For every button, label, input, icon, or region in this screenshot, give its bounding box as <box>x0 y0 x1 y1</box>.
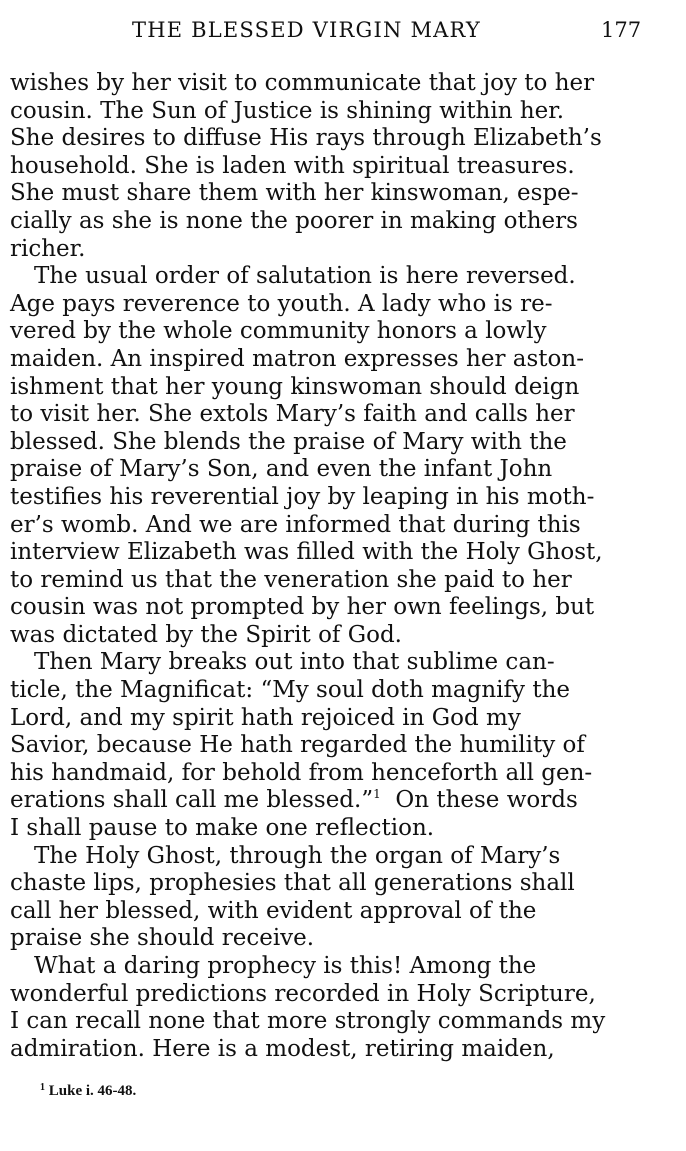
text-line <box>10 594 658 622</box>
text-line <box>10 236 658 264</box>
text-line-continuation: On these words <box>380 787 578 814</box>
text-line <box>10 456 658 484</box>
text-line-content: er’s womb. And we are informed that during this <box>10 511 581 538</box>
text-line-content: She must share them with her kinswoman, espe- <box>10 180 579 207</box>
text-line <box>10 760 658 788</box>
text-line <box>10 70 658 98</box>
text-line <box>10 263 658 291</box>
text-line <box>10 153 658 181</box>
text-line <box>10 732 658 760</box>
text-line <box>10 346 658 374</box>
text-line-content: vered by the whole community honors a lowly <box>10 318 547 345</box>
text-line <box>10 125 658 153</box>
footnote-reference: 1 <box>373 787 381 802</box>
text-line <box>10 180 658 208</box>
text-line <box>10 787 658 815</box>
text-line <box>10 539 658 567</box>
text-line-content: She desires to diffuse His rays through Elizabeth’s <box>10 125 602 152</box>
text-line-content: call her blessed, with evident approval of the <box>10 897 537 924</box>
footnote-mark: 1 <box>40 1082 45 1093</box>
text-line <box>10 953 658 981</box>
running-head <box>0 18 686 48</box>
text-line <box>10 291 658 319</box>
text-line <box>10 898 658 926</box>
text-line-content: was dictated by the Spirit of God. <box>10 621 402 648</box>
running-title: THE BLESSED VIRGIN MARY <box>132 18 481 42</box>
footnote-text: Luke i. 46-48. <box>48 1083 137 1099</box>
text-line-content: chaste lips, prophesies that all generations shall <box>10 870 575 897</box>
body-text <box>10 70 658 1063</box>
text-line-content: richer. <box>10 235 86 262</box>
text-line-content: I shall pause to make one reflection. <box>10 815 435 842</box>
text-line-content: his handmaid, for behold from henceforth all gen- <box>10 759 593 786</box>
text-line-content: Age pays reverence to youth. A lady who is re- <box>10 290 553 317</box>
text-line-content: testifies his reverential joy by leaping in his moth- <box>10 483 595 510</box>
text-line-content: Then Mary breaks out into that sublime can- <box>34 649 555 676</box>
page-number: 177 <box>601 18 642 42</box>
text-line-content: cousin was not prompted by her own feelings, but <box>10 594 595 621</box>
text-line <box>10 622 658 650</box>
footnote <box>40 1082 136 1100</box>
text-line-content: I can recall none that more strongly commands my <box>10 1008 606 1035</box>
text-line-content: The Holy Ghost, through the organ of Mary’s <box>34 842 561 869</box>
text-line <box>10 925 658 953</box>
text-line <box>10 318 658 346</box>
text-line-content: interview Elizabeth was filled with the Holy Ghost, <box>10 539 603 566</box>
text-line-content: Lord, and my spirit hath rejoiced in God my <box>10 704 521 731</box>
text-line-content: to remind us that the veneration she paid to her <box>10 566 572 593</box>
text-line-content: The usual order of salutation is here reversed. <box>34 263 576 290</box>
text-line-content: blessed. She blends the praise of Mary with the <box>10 428 567 455</box>
text-line <box>10 567 658 595</box>
text-line-content: erations shall call me blessed.” <box>10 787 374 814</box>
text-line <box>10 512 658 540</box>
text-line-content: household. She is laden with spiritual treasures. <box>10 152 575 179</box>
text-line <box>10 1036 658 1064</box>
text-line <box>10 374 658 402</box>
text-line-content: wonderful predictions recorded in Holy Scripture, <box>10 980 596 1007</box>
text-line-content: cousin. The Sun of Justice is shining within her. <box>10 97 565 124</box>
text-line <box>10 1008 658 1036</box>
text-line-content: wishes by her visit to communicate that joy to her <box>10 70 595 96</box>
text-line <box>10 870 658 898</box>
text-line <box>10 677 658 705</box>
text-line-content: praise of Mary’s Son, and even the infant John <box>10 456 553 483</box>
text-line-content: maiden. An inspired matron expresses her aston- <box>10 345 584 372</box>
text-line <box>10 649 658 677</box>
text-line-content: praise she should receive. <box>10 925 315 952</box>
text-line <box>10 98 658 126</box>
text-line-content: cially as she is none the poorer in making others <box>10 207 578 234</box>
text-line-content: ishment that her young kinswoman should deign <box>10 373 580 400</box>
text-line <box>10 401 658 429</box>
text-line-content: admiration. Here is a modest, retiring maiden, <box>10 1035 555 1062</box>
text-line <box>10 815 658 843</box>
text-line <box>10 705 658 733</box>
text-line-content: to visit her. She extols Mary’s faith and calls her <box>10 401 575 428</box>
text-line-content: Savior, because He hath regarded the humility of <box>10 732 585 759</box>
text-line <box>10 981 658 1009</box>
text-line <box>10 843 658 871</box>
text-line-content: ticle, the Magnificat: “My soul doth magnify the <box>10 677 571 704</box>
text-line <box>10 429 658 457</box>
text-line <box>10 484 658 512</box>
text-line-content: What a daring prophecy is this! Among the <box>34 953 537 979</box>
text-line <box>10 208 658 236</box>
